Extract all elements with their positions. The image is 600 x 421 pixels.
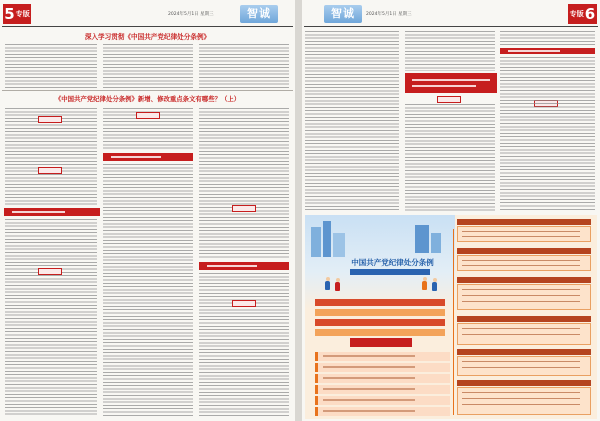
timeline-entry: [457, 255, 591, 271]
infographic: [305, 215, 597, 419]
person-icon: [422, 281, 427, 290]
sub-article-title-box: [405, 73, 497, 93]
masthead-logo: 智诚: [240, 5, 278, 23]
timeline-header: [457, 349, 591, 355]
building-shape: [323, 221, 331, 257]
section-bar: [4, 208, 100, 216]
history-item: [315, 352, 450, 361]
history-item: [315, 385, 450, 394]
person-icon: [325, 281, 330, 290]
article-label: [437, 96, 461, 103]
section-bar: [199, 262, 289, 270]
headline-study: 深入学习贯彻《中国共产党纪律处分条例》: [84, 33, 211, 41]
timeline-header: [457, 277, 591, 283]
timeline-header: [457, 219, 591, 225]
building-shape: [431, 233, 441, 253]
header-rule: [2, 26, 293, 27]
article-label: [136, 112, 160, 119]
article-label: [232, 205, 256, 212]
article-label: [38, 116, 62, 123]
body-column-1-b: [5, 219, 97, 417]
timeline-header: [457, 316, 591, 322]
person-icon: [432, 282, 437, 291]
history-row: [315, 329, 445, 336]
page-6: [302, 0, 600, 421]
body-column-3-a: [199, 108, 289, 260]
top-column-3-a: [500, 31, 595, 46]
history-item: [315, 407, 450, 416]
intro-column-2: [103, 44, 193, 88]
timeline-entry: [457, 387, 591, 415]
history-row: [315, 309, 445, 316]
section-bar: [500, 48, 595, 54]
page-badge-6: [568, 4, 597, 24]
infographic-title: 中国共产党纪律处分条例: [351, 258, 434, 267]
top-column-1: [305, 31, 399, 211]
history-row: [315, 319, 445, 326]
building-shape: [415, 225, 429, 253]
body-column-2-b: [103, 164, 193, 417]
history-row: [315, 299, 445, 306]
page-5: [0, 0, 295, 421]
page-number: 5: [4, 5, 15, 23]
history-item: [315, 396, 450, 405]
body-column-3-b: [199, 273, 289, 417]
timeline-entry: [457, 284, 591, 310]
top-column-3-b: [500, 57, 595, 211]
person-icon: [335, 282, 340, 291]
headline-key-articles: 《中国共产党纪律处分条例》新增、修改重点条文有哪些？（上）: [54, 95, 241, 103]
timeline-connector: [453, 229, 454, 415]
article-label: [232, 300, 256, 307]
history-item: [315, 363, 450, 372]
section-bar: [103, 153, 193, 161]
issue-date: 2024年5月1日 星期三: [366, 12, 412, 17]
timeline-header: [457, 248, 591, 254]
timeline-entry: [457, 323, 591, 345]
title-banner: [350, 269, 430, 275]
timeline-entry: [457, 226, 591, 242]
header-rule: [304, 26, 598, 27]
building-shape: [311, 227, 321, 257]
intro-column-1: [5, 44, 97, 88]
section-label: 专版: [569, 10, 584, 18]
intro-column-3: [199, 44, 289, 88]
section-label: 专版: [15, 10, 30, 18]
top-column-2-b: [405, 104, 495, 211]
article-label: [38, 167, 62, 174]
timeline-entry: [457, 356, 591, 376]
masthead-logo: 智诚: [324, 5, 362, 23]
section-rule: [2, 90, 293, 91]
building-shape: [333, 233, 345, 257]
issue-date: 2024年5月1日 星期三: [168, 12, 214, 17]
history-item: [315, 374, 450, 383]
top-column-2-a: [405, 31, 495, 71]
page-badge-5: [3, 4, 31, 24]
timeline-header: [457, 380, 591, 386]
section-banner: [350, 338, 412, 347]
article-label: [38, 268, 62, 275]
page-number: 6: [584, 5, 596, 23]
